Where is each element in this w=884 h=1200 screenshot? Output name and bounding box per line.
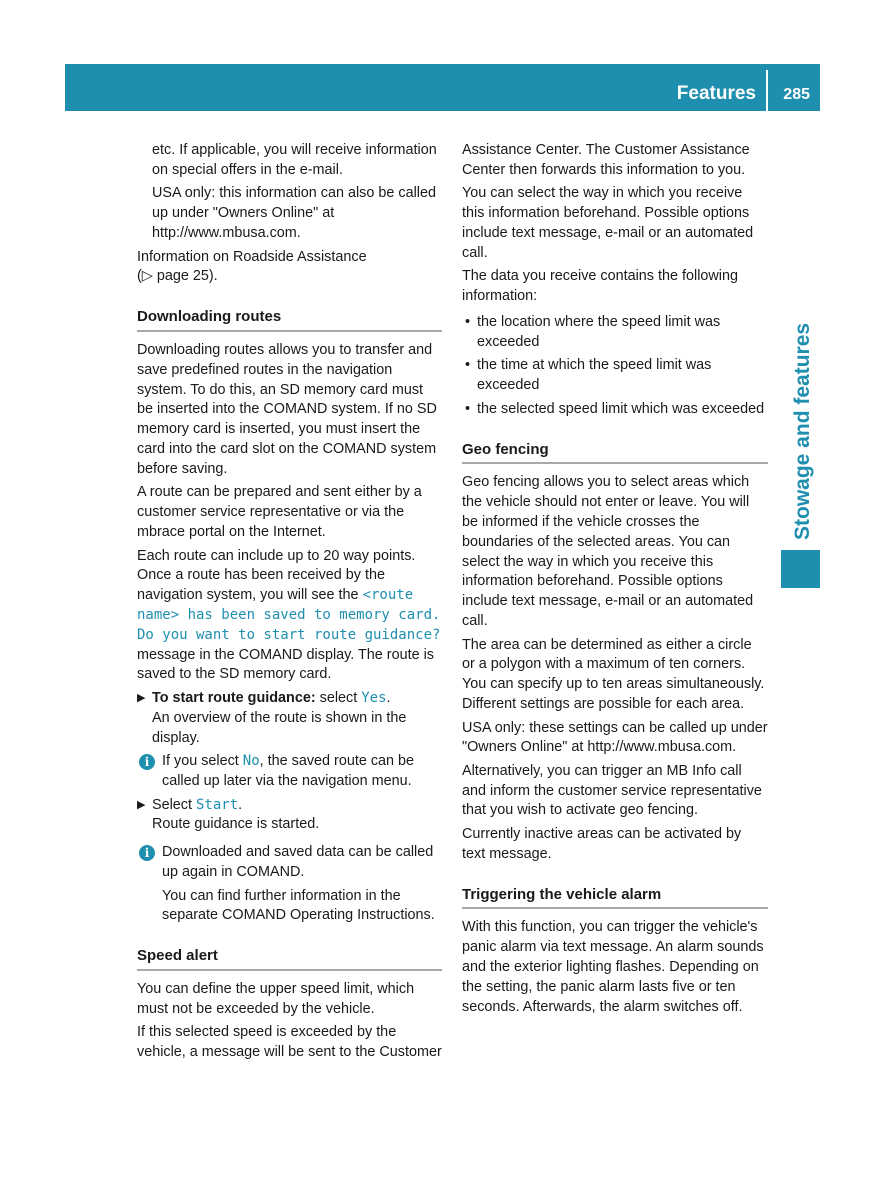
paragraph: If this selected speed is exceeded by the vehicle, a message will be sent to the Customer bbox=[137, 1024, 442, 1061]
list-item: • the selected speed limit which was exceeded bbox=[465, 400, 765, 417]
left-column bbox=[137, 141, 442, 1067]
header-divider bbox=[766, 70, 768, 111]
info-icon: i bbox=[139, 845, 155, 861]
info-icon: i bbox=[139, 754, 155, 770]
header-bar bbox=[65, 64, 820, 111]
bullet-list bbox=[462, 313, 768, 420]
instruction-step: ▶ Select Start. Route guidance is started. bbox=[137, 796, 442, 836]
paragraph: Each route can include up to 20 way points. Once a route has been received by the navigation system, you will see the <route name> has been saved to memory card. Do you want to start route guidance? message in the COMAND display. The route is saved to the SD memory card. bbox=[137, 547, 441, 683]
right-column bbox=[462, 141, 768, 1021]
step-result: An overview of the route is shown in the display. bbox=[152, 709, 407, 746]
paragraph: The area can be determined as either a circle or a polygon with a maximum of ten corners. You can specify up to ten areas simultaneously. Different settings are possible for each area. bbox=[462, 636, 765, 712]
heading-downloading-routes: Downloading routes bbox=[137, 307, 442, 332]
list-item: • the time at which the speed limit was exceeded bbox=[465, 357, 712, 394]
paragraph: USA only: these settings can be called up under "Owners Online" at http://www.mbusa.com. bbox=[462, 719, 768, 756]
page-number: 285 bbox=[783, 86, 810, 103]
section-title: Features bbox=[676, 83, 756, 104]
paragraph: Alternatively, you can trigger an MB Info call and inform the customer service representative that you wish to activate geo fencing. bbox=[462, 762, 762, 819]
side-tab-label: Stowage and features bbox=[791, 322, 814, 540]
instruction-step: ▶ To start route guidance: select Yes. An overview of the route is shown in the display. bbox=[137, 689, 442, 748]
paragraph: etc. If applicable, you will receive information on special offers in the e-mail. bbox=[152, 142, 437, 178]
paragraph: USA only: this information can also be called up under "Owners Online" at http://www.mbusa.com. bbox=[152, 185, 436, 241]
display-message: <route name> has been saved to memory card. Do you want to start route guidance? bbox=[137, 587, 441, 643]
heading-vehicle-alarm: Triggering the vehicle alarm bbox=[462, 885, 768, 910]
paragraph: You can define the upper speed limit, which must not be exceeded by the vehicle. bbox=[137, 981, 415, 1017]
paragraph: The data you receive contains the following information: bbox=[462, 268, 738, 305]
heading-geo-fencing: Geo fencing bbox=[462, 440, 768, 465]
paragraph: You can select the way in which you receive this information beforehand. Possible options include text message, e-mail or an automated call. bbox=[462, 185, 754, 261]
menu-option-yes: Yes bbox=[361, 689, 387, 706]
info-note: i Downloaded and saved data can be called up again in COMAND. You can find further information in the separate COMAND Operating Instructions. bbox=[137, 843, 442, 926]
step-arrow-icon: ▶ bbox=[137, 691, 146, 704]
list-item: • the location where the speed limit was exceeded bbox=[465, 313, 721, 350]
paragraph: Assistance Center. The Customer Assistance Center then forwards this information to you. bbox=[462, 142, 750, 178]
heading-speed-alert: Speed alert bbox=[137, 946, 442, 971]
menu-option-start: Start bbox=[196, 796, 239, 813]
paragraph: A route can be prepared and sent either by a customer service representative or via the mbrace portal on the Internet. bbox=[137, 484, 422, 540]
paragraph: Geo fencing allows you to select areas which the vehicle should not enter or leave. You will be informed if the vehicle crosses the boundaries of the selected areas. You can select the way in which you receive this information beforehand. Possible options include text message, e-mail or an automated call. bbox=[462, 474, 754, 629]
side-tab-marker bbox=[781, 550, 820, 588]
paragraph: Downloading routes allows you to transfer and save predefined routes in the navigation system. To do this, an SD memory card must be inserted into the COMAND system. If no SD memory card is inserted, you must insert the card into the card slot on the COMAND system before saving. bbox=[137, 341, 437, 477]
info-note: i If you select No, the saved route can be called up later via the navigation menu. bbox=[137, 752, 442, 792]
step-arrow-icon: ▶ bbox=[137, 798, 146, 811]
paragraph: Currently inactive areas can be activated by text message. bbox=[462, 826, 742, 862]
step-result: Route guidance is started. bbox=[152, 816, 320, 833]
paragraph: With this function, you can trigger the vehicle's panic alarm via text message. An alarm sounds and the exterior lighting flashes. Depending on the setting, the panic alarm lasts five or ten seconds. Afterwards, the alarm switches off. bbox=[462, 919, 764, 1015]
paragraph: Information on Roadside Assistance (▷ page 25). bbox=[137, 248, 367, 285]
menu-option-no: No bbox=[242, 753, 260, 770]
